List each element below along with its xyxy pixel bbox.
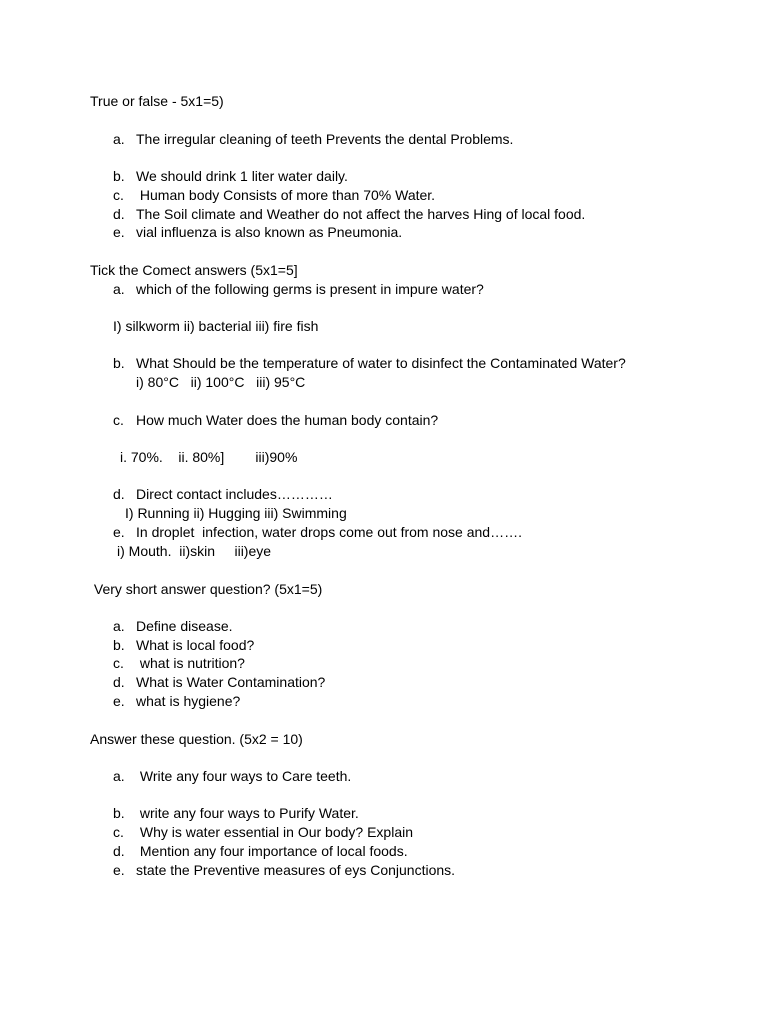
question-text: The Soil climate and Weather do not affect the harves Hing of local food. <box>136 206 586 222</box>
question-text: Mention any four importance of local foods. <box>136 843 408 859</box>
question-text: What Should be the temperature of water to disinfect the Contaminated Water? <box>136 355 626 371</box>
question-text: write any four ways to Purify Water. <box>136 805 359 821</box>
question-text: vial influenza is also known as Pneumonia. <box>136 224 403 240</box>
item-marker: a. <box>113 131 125 147</box>
answer-options: I) silkworm ii) bacterial iii) fire fish <box>113 318 319 334</box>
item-marker: e. <box>113 862 125 878</box>
section-heading-tick-answers: Tick the Comect answers (5x1=5] <box>90 262 298 278</box>
item-marker: d. <box>113 843 125 859</box>
item-marker: b. <box>113 805 125 821</box>
answer-options: i. 70%. ii. 80%] iii)90% <box>120 449 298 465</box>
item-marker: d. <box>113 674 125 690</box>
item-marker: b. <box>113 355 125 371</box>
item-marker: c. <box>113 824 124 840</box>
item-marker: b. <box>113 168 125 184</box>
question-text: what is hygiene? <box>136 693 241 709</box>
item-marker: c. <box>113 655 124 671</box>
section-heading-very-short-answer: Very short answer question? (5x1=5) <box>90 581 323 597</box>
item-marker: e. <box>113 693 125 709</box>
question-text: What is Water Contamination? <box>136 674 326 690</box>
item-marker: d. <box>113 206 125 222</box>
question-text: Why is water essential in Our body? Explain <box>136 824 414 840</box>
question-text: Direct contact includes………… <box>136 486 333 502</box>
item-marker: a. <box>113 618 125 634</box>
question-text: In droplet infection, water drops come out from nose and……. <box>136 524 522 540</box>
question-text: How much Water does the human body contain? <box>136 412 439 428</box>
item-marker: c. <box>113 187 124 203</box>
answer-options: I) Running ii) Hugging iii) Swimming <box>125 505 347 521</box>
item-marker: e. <box>113 524 125 540</box>
answer-options: i) Mouth. ii)skin iii)eye <box>117 543 272 559</box>
item-marker: e. <box>113 224 125 240</box>
question-text: state the Preventive measures of eys Conjunctions. <box>136 862 456 878</box>
question-text: What is local food? <box>136 637 255 653</box>
item-marker: a. <box>113 281 125 297</box>
question-text: what is nutrition? <box>136 655 245 671</box>
question-text: Define disease. <box>136 618 233 634</box>
item-marker: c. <box>113 412 124 428</box>
section-heading-true-false: True or false - 5x1=5) <box>90 93 224 109</box>
question-text: The irregular cleaning of teeth Prevents the dental Problems. <box>136 131 514 147</box>
question-text: which of the following germs is present in impure water? <box>136 281 484 297</box>
section-heading-answer-questions: Answer these question. (5x2 = 10) <box>90 731 303 747</box>
item-marker: a. <box>113 768 125 784</box>
question-text: We should drink 1 liter water daily. <box>136 168 348 184</box>
item-marker: d. <box>113 486 125 502</box>
question-text: Human body Consists of more than 70% Water. <box>136 187 436 203</box>
answer-options: i) 80°C ii) 100°C iii) 95°C <box>136 374 306 390</box>
question-text: Write any four ways to Care teeth. <box>136 768 352 784</box>
item-marker: b. <box>113 637 125 653</box>
